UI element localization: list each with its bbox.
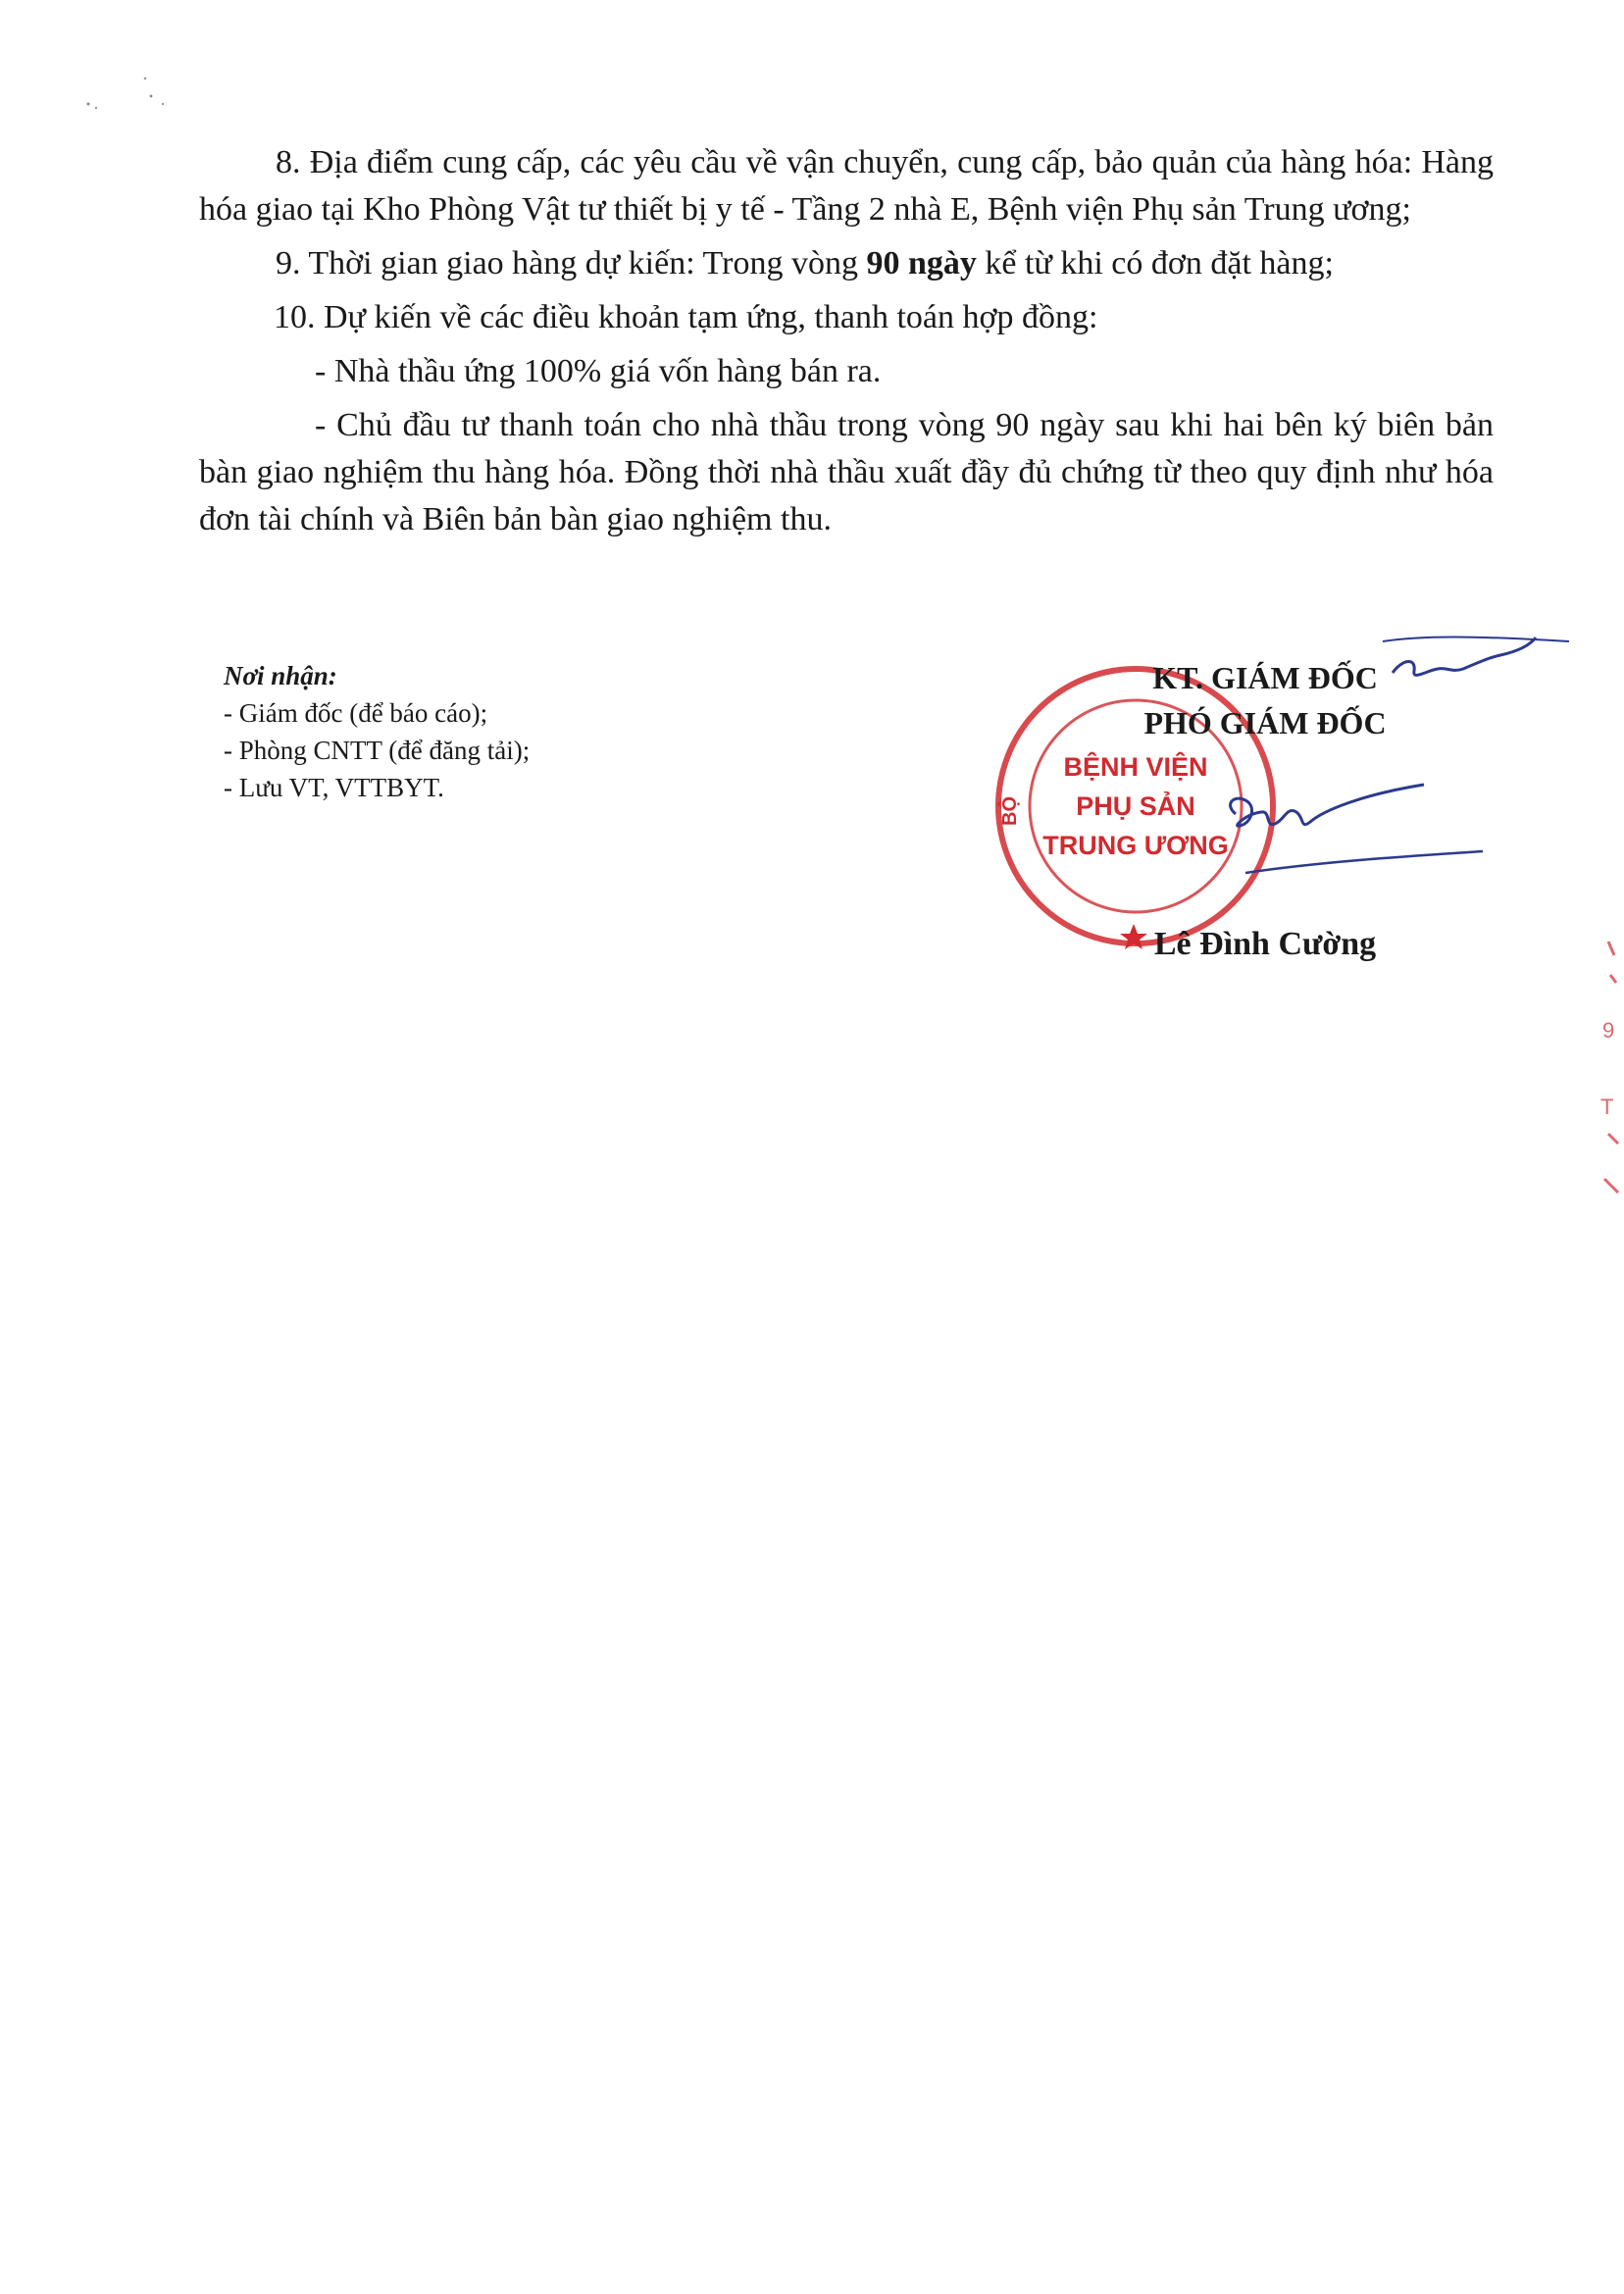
- stamp-line-2: PHỤ SẢN: [1076, 791, 1195, 821]
- recipients-block: [224, 657, 530, 806]
- recipient-item: - Giám đốc (để báo cáo);: [224, 698, 488, 728]
- recipient-item: - Lưu VT, VTTBYT.: [224, 773, 444, 802]
- svg-text:9: 9: [1602, 1018, 1615, 1043]
- edge-stamp-fragment: [1589, 922, 1624, 1216]
- recipients-title: Nơi nhận:: [224, 661, 337, 690]
- handwritten-signature: [1206, 628, 1579, 922]
- paragraph-8-text: Địa điểm cung cấp, các yêu cầu về vận chuyển, cung cấp, bảo quản của hàng hóa: Hàng hóa giao tại Kho Phòng Vật tư thiết bị y tế - Tầng 2 nhà E, Bệnh viện Phụ sản Trung ương;: [199, 144, 1494, 228]
- paragraph-9-text-after: kể từ khi có đơn đặt hàng;: [985, 245, 1334, 281]
- stamp-line-1: BỆNH VIỆN: [1063, 752, 1208, 782]
- paragraph-8: [199, 139, 1494, 233]
- stamp-line-3: TRUNG ƯƠNG: [1042, 831, 1229, 860]
- paragraph-10-text: Dự kiến về các điều khoản tạm ứng, thanh toán hợp đồng:: [324, 299, 1098, 335]
- body-text: [199, 139, 1494, 550]
- paragraph-9-number: 9.: [276, 245, 301, 281]
- paragraph-9-text-before: Thời gian giao hàng dự kiến: Trong vòng: [308, 245, 858, 281]
- paragraph-10: [199, 294, 1494, 341]
- scan-specks: [78, 69, 196, 118]
- signer-name: Lê Đình Cường: [1153, 926, 1377, 962]
- bullet-payment: - Chủ đầu tư thanh toán cho nhà thầu trong vòng 90 ngày sau khi hai bên ký biên bản bàn giao nghiệm thu hàng hóa. Đồng thời nhà thầu xuất đầy đủ chứng từ theo quy định như hóa đơn tài chính và Biên bản bàn giao nghiệm thu.: [199, 407, 1494, 537]
- paragraph-8-number: 8.: [276, 144, 301, 180]
- svg-text:T: T: [1600, 1095, 1614, 1119]
- paragraph-9: [199, 240, 1494, 287]
- stamp-side-text: BỘ: [999, 796, 1021, 826]
- signature-title-1: KT. GIÁM ĐỐC: [1152, 660, 1378, 695]
- recipient-item: - Phòng CNTT (để đăng tải);: [224, 736, 531, 765]
- paragraph-10-number: 10.: [274, 299, 316, 335]
- signature-title-2: PHÓ GIÁM ĐỐC: [1143, 705, 1387, 740]
- paragraph-9-bold: 90 ngày: [866, 245, 977, 281]
- bullet-advance: - Nhà thầu ứng 100% giá vốn hàng bán ra.: [315, 353, 882, 389]
